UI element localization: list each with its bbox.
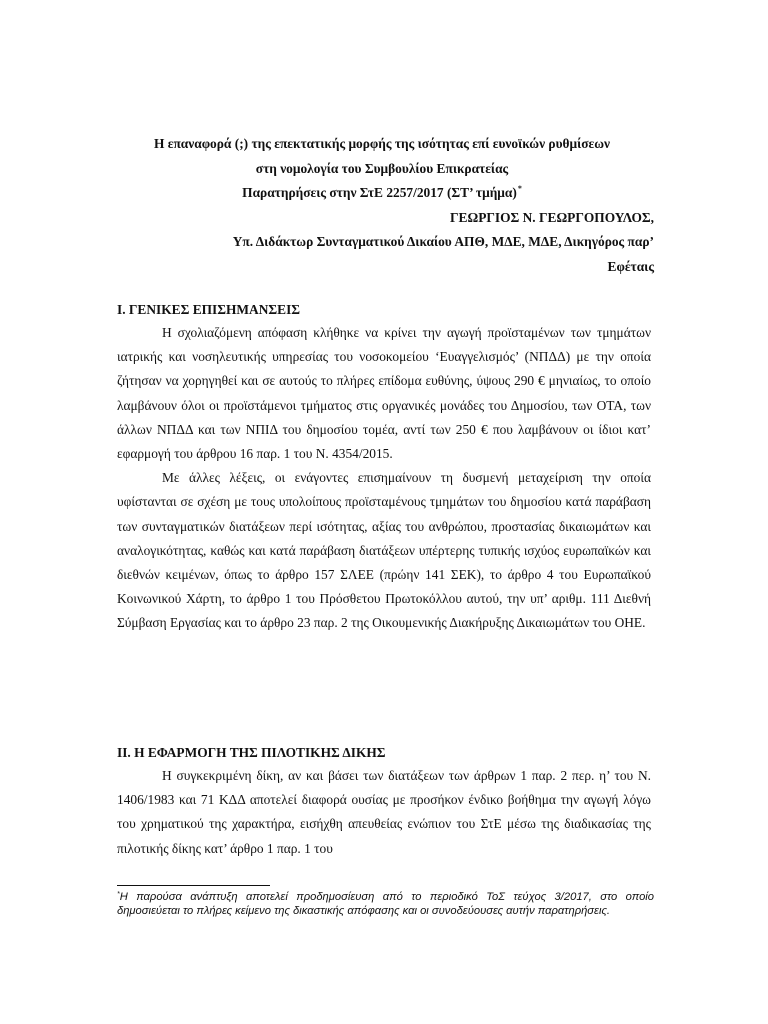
footnote-separator (117, 885, 270, 886)
author-name (110, 206, 654, 231)
author-name-text: ΓΕΩΡΓΙΟΣ Ν. ΓΕΩΡΓΟΠΟΥΛΟΣ, (450, 209, 654, 225)
paragraph-2: Με άλλες λέξεις, οι ενάγοντες επισημαίνουν τη δυσμενή μεταχείριση την οποία υφίστανται σε σχέση με τους υπολοίπους προϊσταμένους τμημάτων του δημοσίου κατά παράβαση των συνταγματικών διατάξεων περί ισότητας, αξίας του ανθρώπου, προστασίας δικαιωμάτων και αναλογικότητας, καθώς και κατά παράβαση διατάξεων υπέρτερης τυπικής ισχύος ευρωπαϊκών και διεθνών κειμένων, όπως το άρθρο 157 ΣΛΕΕ (πρώην 141 ΣΕΚ), το άρθρο 4 του Ευρωπαϊκού Κοινωνικού Χάρτη, το άρθρο 1 του Πρόσθετου Πρωτοκόλλου αυτού, την υπ’ αριθμ. 111 Διεθνή Σύμβαση Εργασίας και το άρθρο 23 παρ. 2 της Οικουμενικής Διακήρυξης Δικαιωμάτων του ΟΗΕ. (117, 470, 651, 631)
footnote-mark: * (117, 891, 120, 898)
author-affiliation-text-1: Υπ. Διδάκτωρ Συνταγματικού Δικαίου ΑΠΘ, ΜΔΕ, ΜΔΕ, Δικηγόρος παρ’ (232, 234, 654, 249)
title-line-2 (110, 157, 654, 182)
title-text-1: Η επαναφορά (;) της επεκτατικής μορφής της ισότητας επί ευνοϊκών ρυθμίσεων (153, 136, 611, 151)
title-line-1 (110, 132, 654, 157)
section-2-body (117, 764, 651, 861)
footnote-text: Η παρούσα ανάπτυξη αποτελεί προδημοσίευση από το περιοδικό ΤοΣ τεύχος 3/2017, στο οποίο δημοσιεύεται το πλήρες κείμενο της δικαστικής απόφασης και οι συνοδεύουσες αυτήν παρατηρήσεις. (117, 891, 654, 917)
paragraph-3: Η συγκεκριμένη δίκη, αν και βάσει των διατάξεων των άρθρων 1 παρ. 2 περ. η’ του Ν. 1406/1983 και 71 ΚΔΔ αποτελεί διαφορά ουσίας με προσήκον ένδικο βοήθημα την αγωγή λόγω του χρηματικού της χαρακτήρα, εισήχθη απευθείας ενώπιον του ΣτΕ μέσω της διαδικασίας της πιλοτικής δίκης κατ’ άρθρο 1 παρ. 1 του (117, 768, 651, 856)
author-affiliation-1 (110, 230, 654, 255)
author-affiliation-2 (110, 255, 654, 280)
paragraph-1: Η σχολιαζόμενη απόφαση κλήθηκε να κρίνει την αγωγή προϊσταμένων των τμημάτων ιατρικής και νοσηλευτικής υπηρεσίας του νοσοκομείου ‘Ευαγγελισμός’ (ΝΠΔΔ) με την οποία ζήτησαν να χορηγηθεί και σε αυτούς το πλήρες επίδομα ευθύνης, ύψους 290 € μηνιαίως, το οποίο λαμβάνουν όλοι οι προϊστάμενοι τμήματος στις οργανικές μονάδες του Δημοσίου, των ΟΤΑ, των άλλων ΝΠΔΔ και των ΝΠΙΔ του δημοσίου τομέα, αντί των 250 € που λαμβάνουν οι ίδιοι κατ’ εφαρμογή του άρθρου 16 παρ. 1 του Ν. 4354/2015. (117, 325, 651, 462)
title-line-3 (110, 181, 654, 206)
title-text-2: στη νομολογία του Συμβουλίου Επικρατείας (255, 160, 509, 176)
section-1-body (117, 321, 651, 636)
title-block (110, 132, 654, 279)
footnote (117, 890, 654, 918)
section-heading-1: I. ΓΕΝΙΚΕΣ ΕΠΙΣΗΜΑΝΣΕΙΣ (117, 302, 301, 317)
author-affiliation-text-2: Εφέταις (607, 258, 654, 274)
title-text-3: Παρατηρήσεις στην ΣτΕ 2257/2017 (ΣΤ’ τμήμα) (242, 185, 517, 200)
title-footnote-mark[interactable]: * (517, 184, 522, 193)
section-heading-2: II. Η ΕΦΑΡΜΟΓΗ ΤΗΣ ΠΙΛΟΤΙΚΗΣ ΔΙΚΗΣ (117, 745, 386, 760)
